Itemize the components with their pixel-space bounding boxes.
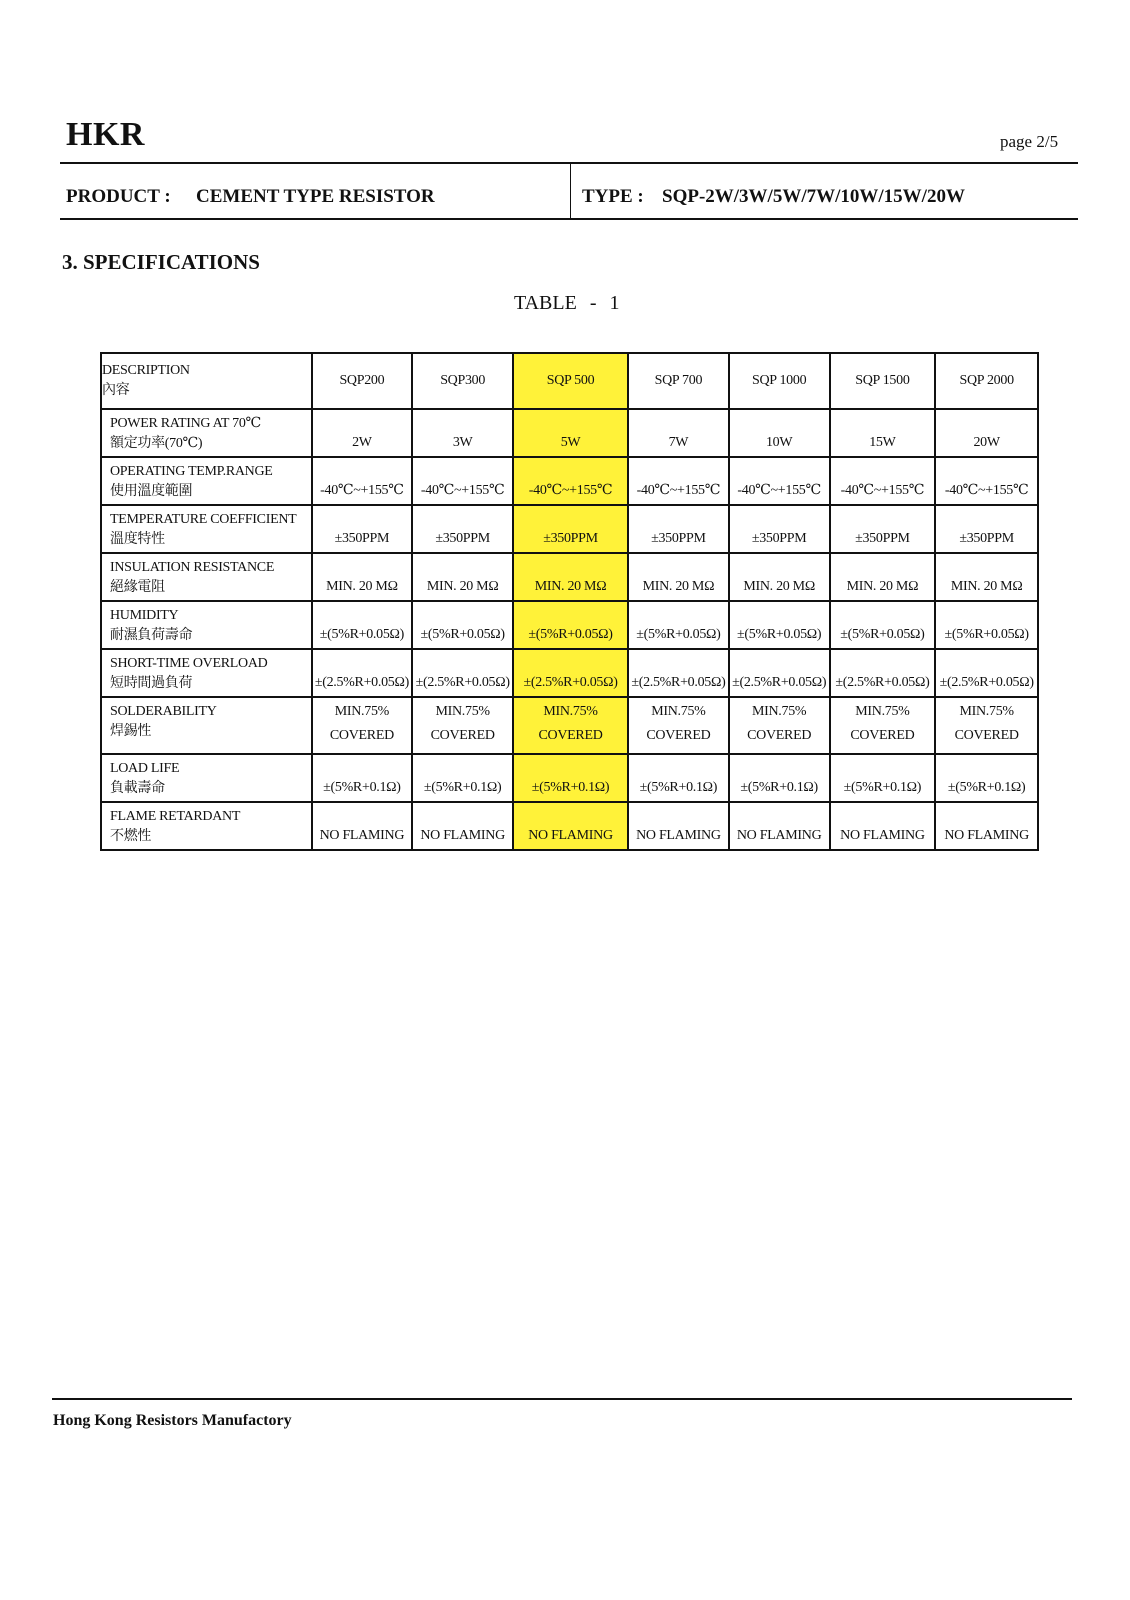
- row-description: [101, 409, 312, 457]
- table-cell: 10W: [729, 409, 830, 457]
- table-cell: ±(5%R+0.05Ω): [412, 601, 513, 649]
- table-cell: ±350PPM: [412, 505, 513, 553]
- cell-line: MIN.75%: [543, 704, 598, 719]
- model-header-cell-highlighted: SQP 500: [513, 353, 628, 409]
- table-cell: -40℃~+155℃: [935, 457, 1038, 505]
- cell-line: MIN.75%: [435, 704, 490, 719]
- table-cell: 3W: [412, 409, 513, 457]
- header-description-cell: [101, 353, 312, 409]
- table-cell: 2W: [312, 409, 413, 457]
- table-cell: ±(5%R+0.05Ω): [830, 601, 936, 649]
- table-cell: [312, 697, 413, 754]
- table-cell: ±350PPM: [628, 505, 729, 553]
- cell-line: COVERED: [747, 728, 812, 743]
- table-cell: ±(5%R+0.05Ω): [935, 601, 1038, 649]
- row-description-en: SHORT-TIME OVERLOAD: [110, 656, 268, 671]
- table-cell: ±(2.5%R+0.05Ω): [935, 649, 1038, 697]
- table-cell: NO FLAMING: [628, 802, 729, 850]
- brand-logo: HKR: [66, 116, 145, 153]
- row-description: [101, 553, 312, 601]
- table-cell: ±(5%R+0.05Ω): [628, 601, 729, 649]
- table-cell: MIN. 20 MΩ: [935, 553, 1038, 601]
- table-cell: -40℃~+155℃: [830, 457, 936, 505]
- cell-line: COVERED: [430, 728, 495, 743]
- table-cell-highlighted: 5W: [513, 409, 628, 457]
- header-description-zh: 內容: [102, 383, 130, 398]
- table-header-row: [101, 353, 1038, 409]
- row-description-zh: 負載壽命: [110, 781, 165, 796]
- table-cell-highlighted: ±(5%R+0.1Ω): [513, 754, 628, 802]
- row-description-zh: 耐濕負荷壽命: [110, 628, 193, 643]
- row-description-en: FLAME RETARDANT: [110, 809, 241, 824]
- product-label: PRODUCT :: [66, 186, 171, 207]
- table-cell: ±350PPM: [935, 505, 1038, 553]
- row-description-zh: 短時間過負荷: [110, 676, 193, 691]
- cell-line: MIN.75%: [959, 704, 1014, 719]
- table-cell: ±(2.5%R+0.05Ω): [628, 649, 729, 697]
- table-cell: ±(2.5%R+0.05Ω): [729, 649, 830, 697]
- cell-line: MIN.75%: [651, 704, 706, 719]
- section-title: 3. SPECIFICATIONS: [62, 250, 260, 274]
- table-cell: [729, 697, 830, 754]
- row-description: [101, 697, 312, 754]
- row-description-zh: 使用溫度範圍: [110, 484, 193, 499]
- table-cell: [412, 697, 513, 754]
- table-cell: ±350PPM: [830, 505, 936, 553]
- table-cell: MIN. 20 MΩ: [412, 553, 513, 601]
- table-cell: NO FLAMING: [729, 802, 830, 850]
- header-bottom-rule: [60, 218, 1078, 220]
- row-description-zh: 焊錫性: [110, 724, 152, 739]
- cell-line: MIN.75%: [334, 704, 390, 719]
- row-description-zh: 溫度特性: [110, 532, 165, 547]
- header-top-rule: [60, 162, 1078, 164]
- table-cell: 20W: [935, 409, 1038, 457]
- table-cell-highlighted: ±350PPM: [513, 505, 628, 553]
- row-description-en: INSULATION RESISTANCE: [110, 560, 275, 575]
- table-row: [101, 553, 1038, 601]
- product-value: CEMENT TYPE RESISTOR: [196, 186, 435, 207]
- row-description-en: OPERATING TEMP.RANGE: [110, 464, 273, 479]
- table-row: [101, 754, 1038, 802]
- cell-line: COVERED: [538, 728, 603, 743]
- table-cell: [628, 697, 729, 754]
- row-description: [101, 649, 312, 697]
- table-row: [101, 649, 1038, 697]
- table-cell: ±350PPM: [729, 505, 830, 553]
- header-divider: [570, 164, 571, 218]
- row-description: [101, 802, 312, 850]
- row-description-en: TEMPERATURE COEFFICIENT: [110, 512, 297, 527]
- table-cell: ±(5%R+0.1Ω): [729, 754, 830, 802]
- footer-company: Hong Kong Resistors Manufactory: [53, 1412, 292, 1429]
- table-cell: [830, 697, 936, 754]
- table-cell: ±(5%R+0.1Ω): [935, 754, 1038, 802]
- table-cell: NO FLAMING: [935, 802, 1038, 850]
- table-cell: 15W: [830, 409, 936, 457]
- footer-rule: [52, 1398, 1072, 1400]
- table-cell: -40℃~+155℃: [628, 457, 729, 505]
- table-cell-highlighted: MIN. 20 MΩ: [513, 553, 628, 601]
- table-cell: [935, 697, 1038, 754]
- row-description-en: LOAD LIFE: [110, 761, 180, 776]
- table-cell: ±(5%R+0.1Ω): [628, 754, 729, 802]
- cell-line: MIN.75%: [751, 704, 807, 719]
- table-cell: ±(2.5%R+0.05Ω): [412, 649, 513, 697]
- table-cell-highlighted: [513, 697, 628, 754]
- table-row: [101, 505, 1038, 553]
- cell-line: COVERED: [646, 728, 711, 743]
- table-cell: -40℃~+155℃: [412, 457, 513, 505]
- table-cell: ±(5%R+0.05Ω): [729, 601, 830, 649]
- spec-table: [100, 352, 1039, 851]
- row-description-en: HUMIDITY: [110, 608, 179, 623]
- row-description: [101, 601, 312, 649]
- table-cell-highlighted: ±(2.5%R+0.05Ω): [513, 649, 628, 697]
- row-description: [101, 505, 312, 553]
- table-cell: MIN. 20 MΩ: [312, 553, 413, 601]
- table-cell: NO FLAMING: [830, 802, 936, 850]
- page-number: page 2/5: [1000, 132, 1059, 151]
- table-cell: ±(5%R+0.1Ω): [412, 754, 513, 802]
- row-description: [101, 754, 312, 802]
- model-header-cell: SQP 2000: [935, 353, 1038, 409]
- table-cell: MIN. 20 MΩ: [830, 553, 936, 601]
- row-description: [101, 457, 312, 505]
- table-cell-highlighted: NO FLAMING: [513, 802, 628, 850]
- type-value: SQP-2W/3W/5W/7W/10W/15W/20W: [662, 186, 965, 207]
- table-cell: 7W: [628, 409, 729, 457]
- table-row: [101, 601, 1038, 649]
- table-row: [101, 802, 1038, 850]
- table-cell: ±(5%R+0.1Ω): [312, 754, 413, 802]
- cell-line: COVERED: [329, 728, 394, 743]
- cell-line: COVERED: [850, 728, 915, 743]
- type-label: TYPE :: [582, 186, 644, 207]
- table-cell: MIN. 20 MΩ: [628, 553, 729, 601]
- cell-line: COVERED: [954, 728, 1019, 743]
- table-row: [101, 457, 1038, 505]
- table-row: [101, 409, 1038, 457]
- table-cell: ±(5%R+0.1Ω): [830, 754, 936, 802]
- table-row: [101, 697, 1038, 754]
- table-cell: -40℃~+155℃: [312, 457, 413, 505]
- model-header-cell: SQP 700: [628, 353, 729, 409]
- table-cell: ±350PPM: [312, 505, 413, 553]
- table-cell: ±(2.5%R+0.05Ω): [312, 649, 413, 697]
- table-caption: TABLE - 1: [514, 292, 620, 314]
- cell-line: MIN.75%: [855, 704, 910, 719]
- table-cell: MIN. 20 MΩ: [729, 553, 830, 601]
- row-description-zh: 絕緣電阻: [110, 580, 165, 595]
- row-description-en: SOLDERABILITY: [110, 704, 217, 719]
- model-header-cell: SQP200: [312, 353, 413, 409]
- table-cell: NO FLAMING: [412, 802, 513, 850]
- model-header-cell: SQP 1000: [729, 353, 830, 409]
- table-cell: NO FLAMING: [312, 802, 413, 850]
- row-description-zh: 不燃性: [110, 829, 152, 844]
- table-cell: -40℃~+155℃: [729, 457, 830, 505]
- row-description-zh: 額定功率(70℃): [110, 436, 203, 451]
- row-description-en: POWER RATING AT 70℃: [110, 416, 261, 431]
- header-description-en: DESCRIPTION: [102, 363, 190, 378]
- table-cell-highlighted: -40℃~+155℃: [513, 457, 628, 505]
- model-header-cell: SQP300: [412, 353, 513, 409]
- table-cell-highlighted: ±(5%R+0.05Ω): [513, 601, 628, 649]
- model-header-cell: SQP 1500: [830, 353, 936, 409]
- table-cell: ±(5%R+0.05Ω): [312, 601, 413, 649]
- table-cell: ±(2.5%R+0.05Ω): [830, 649, 936, 697]
